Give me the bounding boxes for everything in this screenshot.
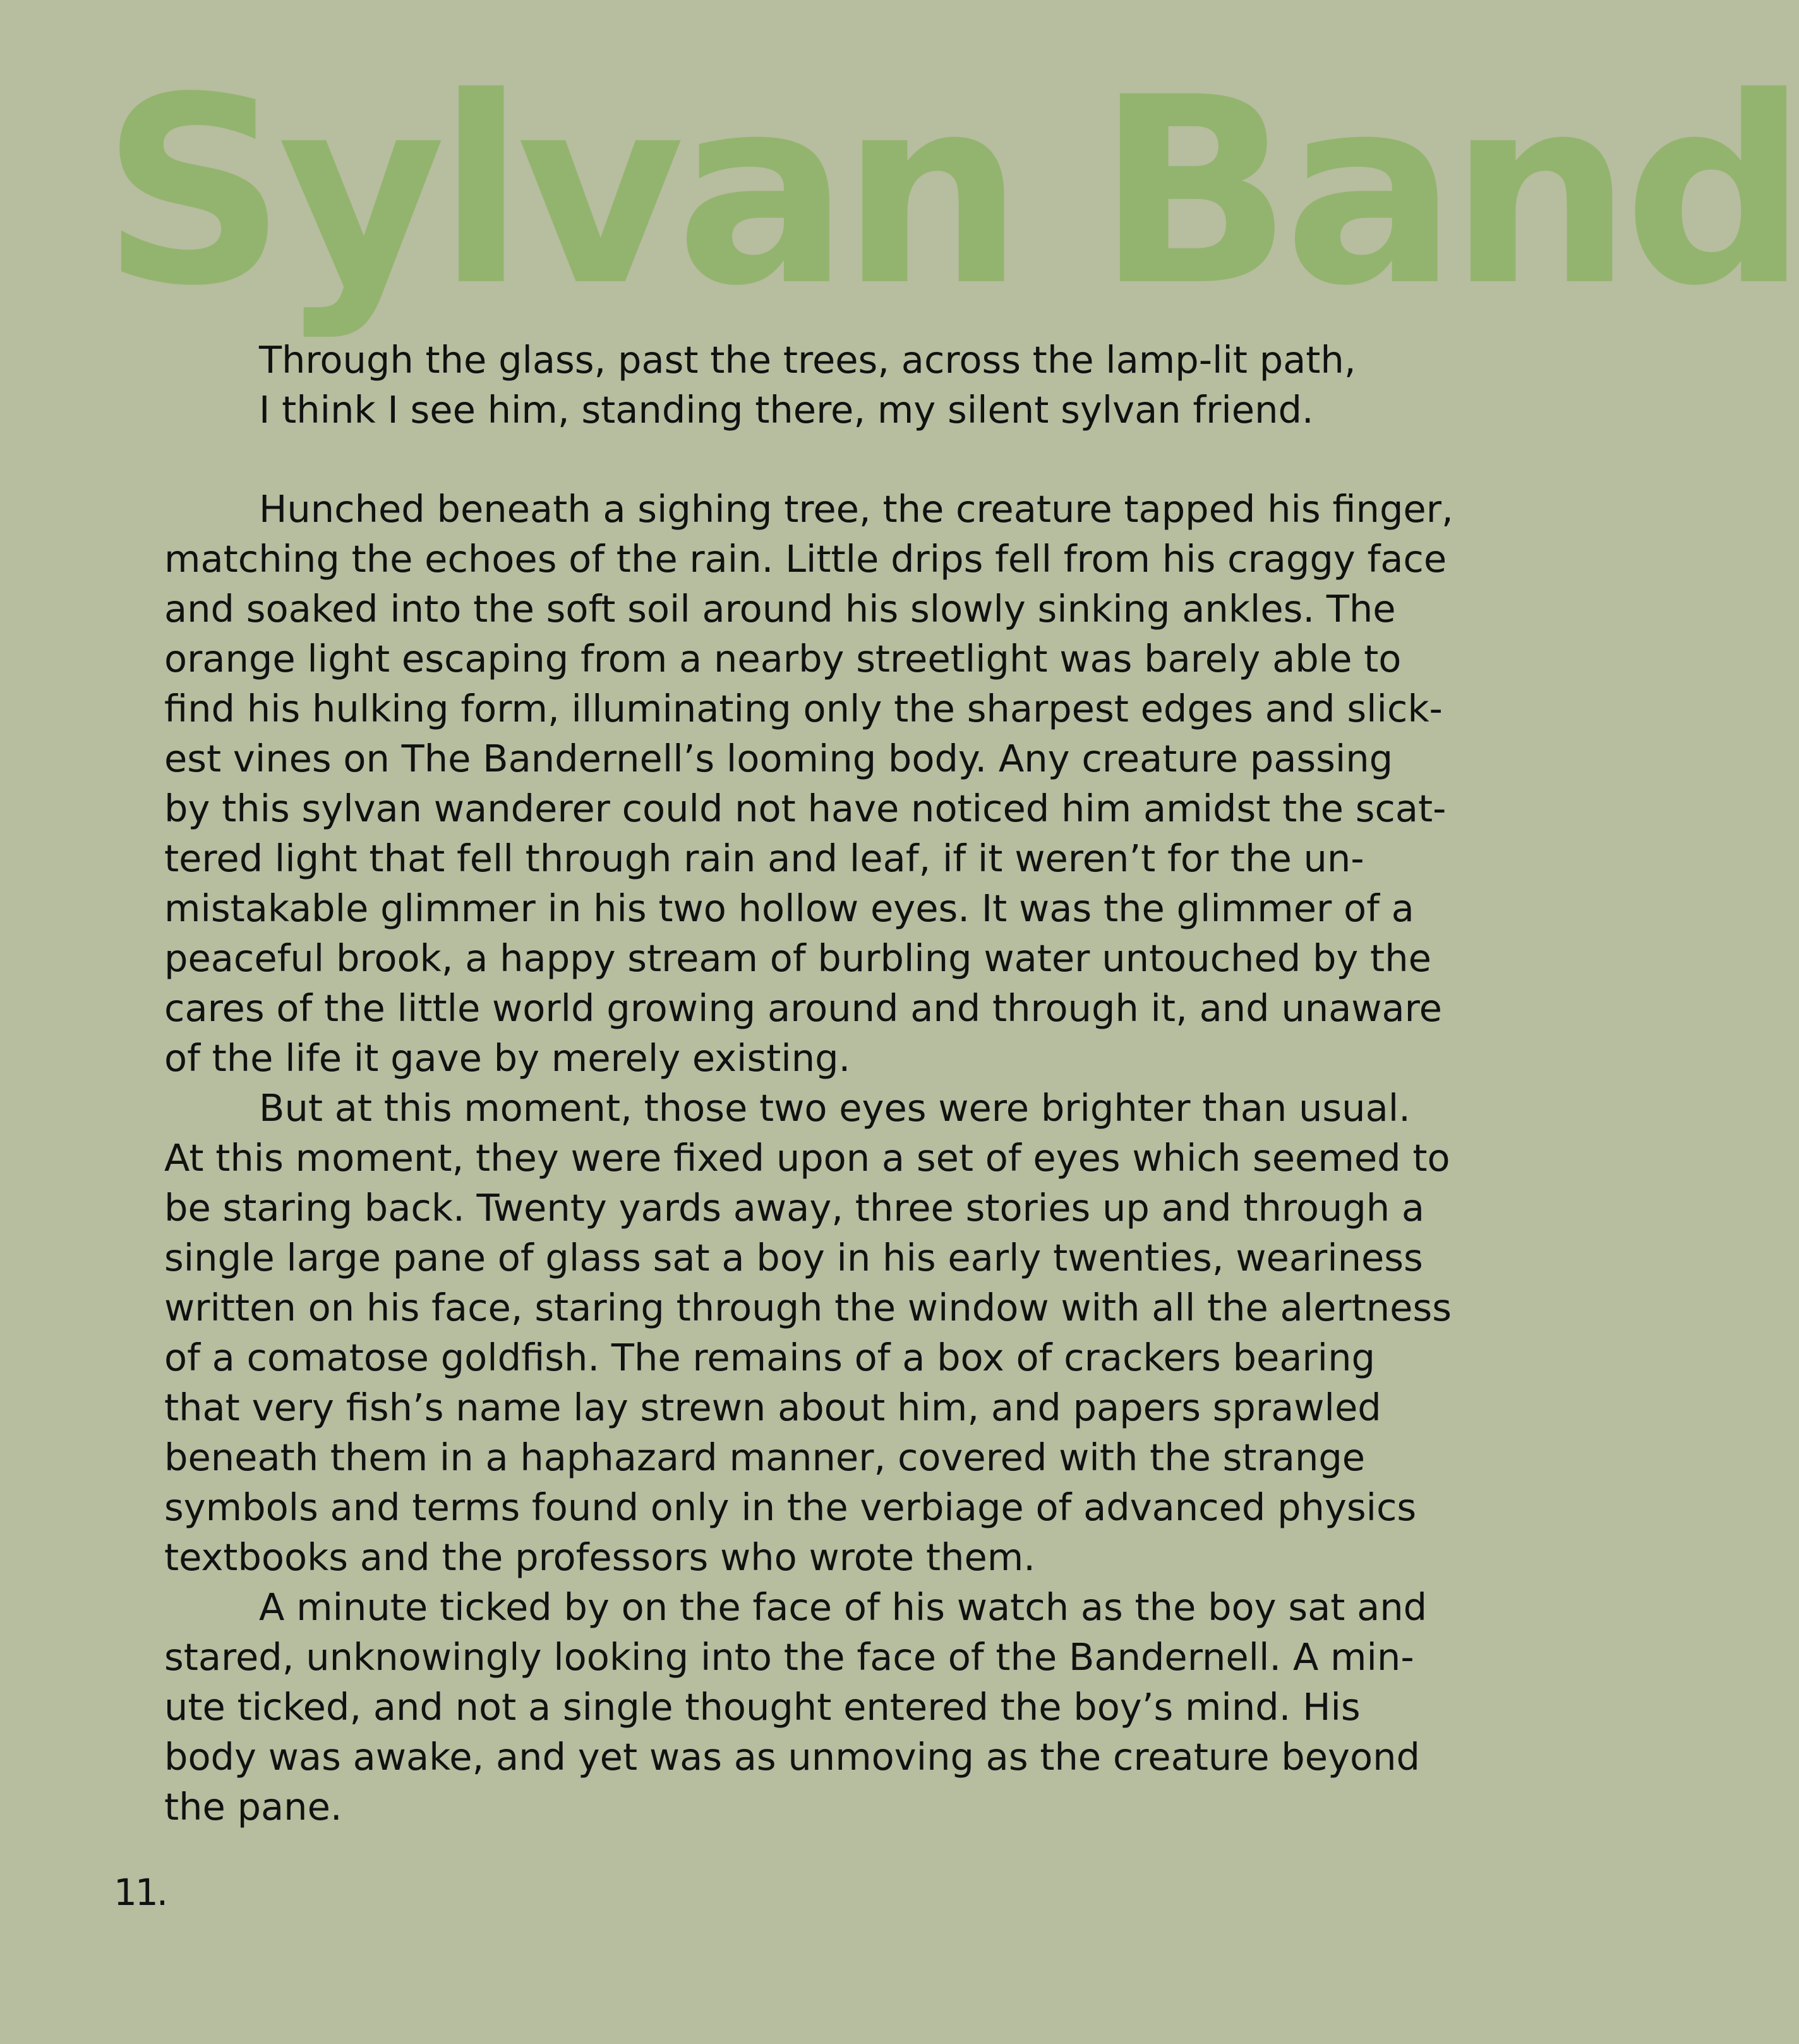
paragraph-line: cares of the little world growing around and through it, and unaware [164,986,1442,1030]
page-number: 11. [114,1871,167,1914]
paragraph-line: beneath them in a haphazard manner, covered with the strange [164,1436,1366,1479]
story-body [164,484,1453,1832]
verse-line: I think I see him, standing there, my silent sylvan friend. [259,388,1314,432]
paragraph-line: body was awake, and yet was as unmoving as the creature beyond [164,1735,1420,1779]
paragraph-line: At this moment, they were fixed upon a set of eyes which seemed to [164,1136,1450,1180]
paragraph-line: ute ticked, and not a single thought entered the boy’s mind. His [164,1685,1361,1729]
paragraph-line: of a comatose goldfish. The remains of a box of crackers bearing [164,1336,1375,1379]
paragraph-line: matching the echoes of the rain. Little drips fell from his craggy face [164,537,1447,581]
paragraph-line: of the life it gave by merely existing. [164,1036,851,1080]
paragraph-line: textbooks and the professors who wrote them. [164,1535,1036,1579]
paragraph-line: single large pane of glass sat a boy in his early twenties, weariness [164,1236,1423,1279]
paragraph-line: tered light that fell through rain and leaf, if it weren’t for the un- [164,837,1364,880]
paragraph-line: A minute ticked by on the face of his watch as the boy sat and [259,1585,1428,1629]
paragraph-line: find his hulking form, illuminating only the sharpest edges and slick- [164,687,1443,730]
paragraph [164,1083,1452,1582]
paragraph-line: be staring back. Twenty yards away, three stories up and through a [164,1186,1425,1230]
page-title: Sylvan Band [101,42,1799,342]
paragraph [164,484,1453,1083]
paragraph-line: Hunched beneath a sighing tree, the creature tapped his finger, [259,487,1453,531]
paragraph-line: symbols and terms found only in the verbiage of advanced physics [164,1485,1417,1529]
paragraph-line: mistakable glimmer in his two hollow eyes. It was the glimmer of a [164,886,1414,930]
paragraph-line: that very fish’s name lay strewn about him, and papers sprawled [164,1386,1381,1429]
verse-line: Through the glass, past the trees, across the lamp-lit path, [259,338,1356,382]
paragraph-line: est vines on The Bandernell’s looming body. Any creature passing [164,737,1393,780]
paragraph-line: orange light escaping from a nearby streetlight was barely able to [164,637,1402,680]
paragraph-line: and soaked into the soft soil around his slowly sinking ankles. The [164,587,1396,631]
paragraph-line: stared, unknowingly looking into the face of the Bandernell. A min- [164,1635,1414,1679]
paragraph-line: peaceful brook, a happy stream of burbling water untouched by the [164,936,1431,980]
paragraph-line: the pane. [164,1785,342,1829]
paragraph-line: by this sylvan wanderer could not have noticed him amidst the scat- [164,787,1447,830]
paragraph [164,1582,1434,1832]
paragraph-line: But at this moment, those two eyes were brighter than usual. [259,1086,1411,1130]
story-content [164,335,1453,1832]
epigraph-verse [164,335,1434,435]
paragraph-line: written on his face, staring through the window with all the alertness [164,1286,1452,1329]
